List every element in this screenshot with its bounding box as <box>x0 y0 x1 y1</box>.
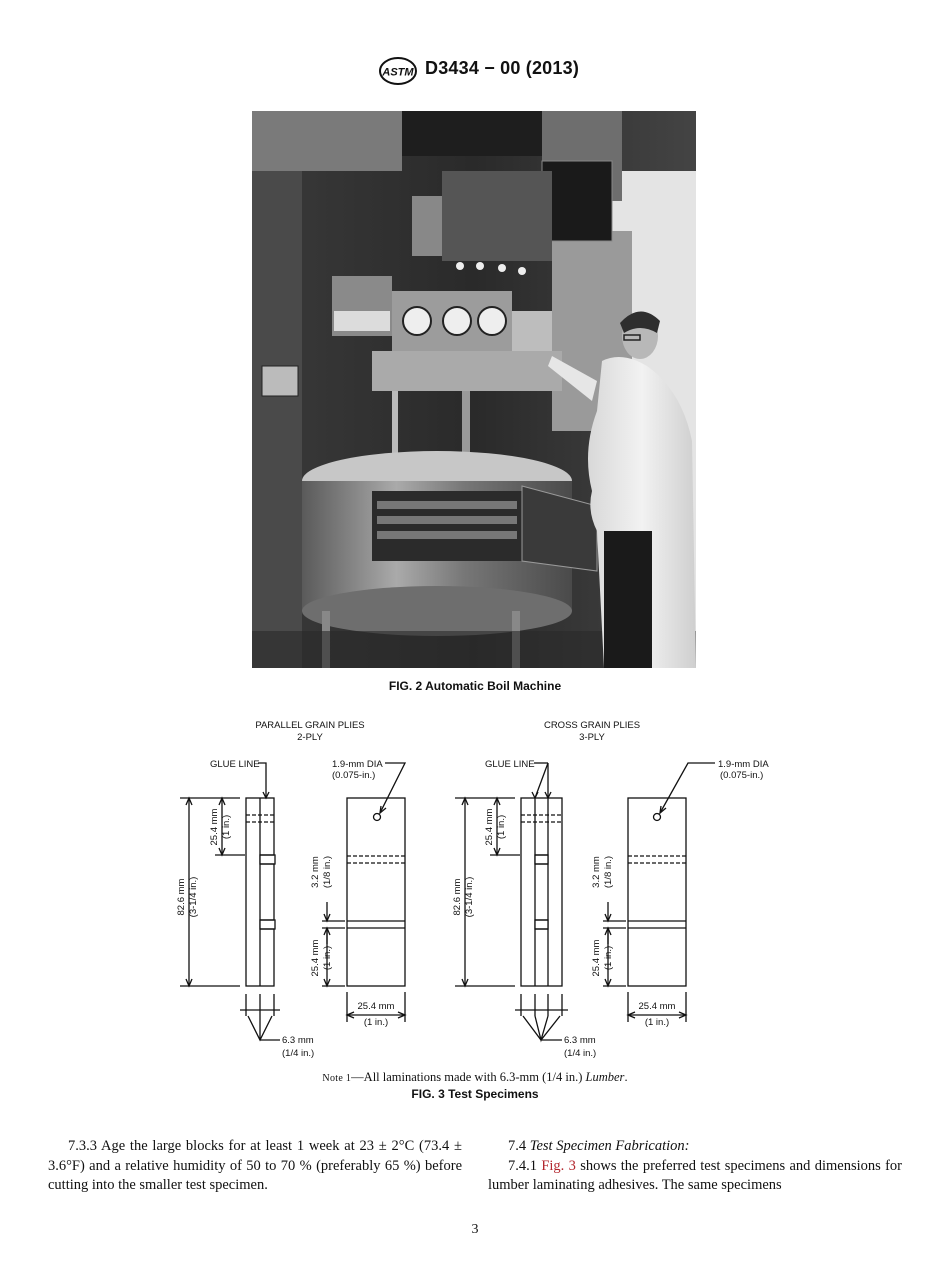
left-gap-dim-in: (1/8 in.) <box>322 855 333 889</box>
page-number: 3 <box>471 1222 479 1237</box>
heading-7-4: 7.4 Test Specimen Fabrication: <box>508 1138 690 1154</box>
left-column <box>48 1137 462 1196</box>
right-top-dim-in: (1 in.) <box>496 814 507 840</box>
right-overall-dim: 82.6 mm <box>452 878 463 916</box>
standard-designation: D3434 − 00 (2013) <box>425 58 580 78</box>
paragraph-7-3-3: 7.3.3 Age the large blocks for at least 1 week at 23 ± 2°C (73.4 ± 3.6°F) and a relative humidity of 50 to 70 % (preferably 65 %) before cutting into the smaller test specimen. <box>48 1138 462 1193</box>
left-ply-dim-in: (1/4 in.) <box>282 1048 315 1059</box>
note-text: —All laminations made with 6.3-mm (1/4 in.) <box>351 1070 586 1084</box>
right-width-dim: 25.4 mm <box>638 1001 676 1012</box>
left-subtitle: 2-PLY <box>297 732 323 743</box>
right-column <box>488 1137 902 1196</box>
left-ply-dim: 6.3 mm <box>282 1035 314 1046</box>
right-subtitle: 3-PLY <box>579 732 605 743</box>
left-top-dim: 25.4 mm <box>209 808 220 846</box>
left-bottom-dim-in: (1 in.) <box>322 945 333 971</box>
right-title: CROSS GRAIN PLIES <box>543 720 641 731</box>
right-glue-line-label: GLUE LINE <box>485 759 535 770</box>
right-bottom-dim: 25.4 mm <box>591 939 602 977</box>
left-hole-label: 1.9-mm DIA <box>332 759 383 770</box>
figure-3-note: Note 1—All laminations made with 6.3-mm (1/4 in.) Lumber. <box>322 1070 628 1084</box>
fig-3-link[interactable]: Fig. 3 <box>541 1157 576 1174</box>
left-gap-dim: 3.2 mm <box>310 856 321 888</box>
left-top-dim-in: (1 in.) <box>221 814 232 840</box>
right-hole-label: 1.9-mm DIA <box>718 759 769 770</box>
left-overall-dim-in: (3-1/4 in.) <box>188 876 199 918</box>
figure-2-caption: FIG. 2 Automatic Boil Machine <box>388 679 562 693</box>
right-bottom-dim-in: (1 in.) <box>603 945 614 971</box>
astm-logo <box>378 56 418 86</box>
left-width-dim: 25.4 mm <box>357 1001 395 1012</box>
right-top-dim: 25.4 mm <box>484 808 495 846</box>
right-width-dim-in: (1 in.) <box>644 1017 670 1028</box>
right-gap-dim-in: (1/8 in.) <box>603 855 614 889</box>
left-glue-line-label: GLUE LINE <box>210 759 260 770</box>
left-width-dim-in: (1 in.) <box>363 1017 389 1028</box>
test-specimens-drawing <box>0 712 950 1067</box>
right-hole-label-in: (0.075-in.) <box>720 770 764 781</box>
figure-3-caption: FIG. 3 Test Specimens <box>411 1087 539 1101</box>
left-bottom-dim: 25.4 mm <box>310 939 321 977</box>
svg-text:ASTM: ASTM <box>382 66 414 79</box>
right-gap-dim: 3.2 mm <box>591 856 602 888</box>
note-italic: Lumber <box>585 1070 625 1084</box>
right-ply-dim: 6.3 mm <box>564 1035 596 1046</box>
paragraph-7-4-1: 7.4.1 Fig. 3 shows the preferred test specimens and dimensions for lumber laminating adhesives. The same specimens <box>488 1157 903 1193</box>
note-label: Note 1 <box>322 1073 352 1084</box>
left-title: PARALLEL GRAIN PLIES <box>255 720 365 731</box>
automatic-boil-machine-photo <box>252 111 696 668</box>
right-ply-dim-in: (1/4 in.) <box>564 1048 597 1059</box>
parallel-grain-specimen <box>176 720 405 1059</box>
left-overall-dim: 82.6 mm <box>176 878 187 916</box>
page-header <box>0 56 950 86</box>
right-overall-dim-in: (3-1/4 in.) <box>464 876 475 918</box>
cross-grain-specimen <box>452 720 769 1059</box>
left-hole-label-in: (0.075-in.) <box>332 770 376 781</box>
